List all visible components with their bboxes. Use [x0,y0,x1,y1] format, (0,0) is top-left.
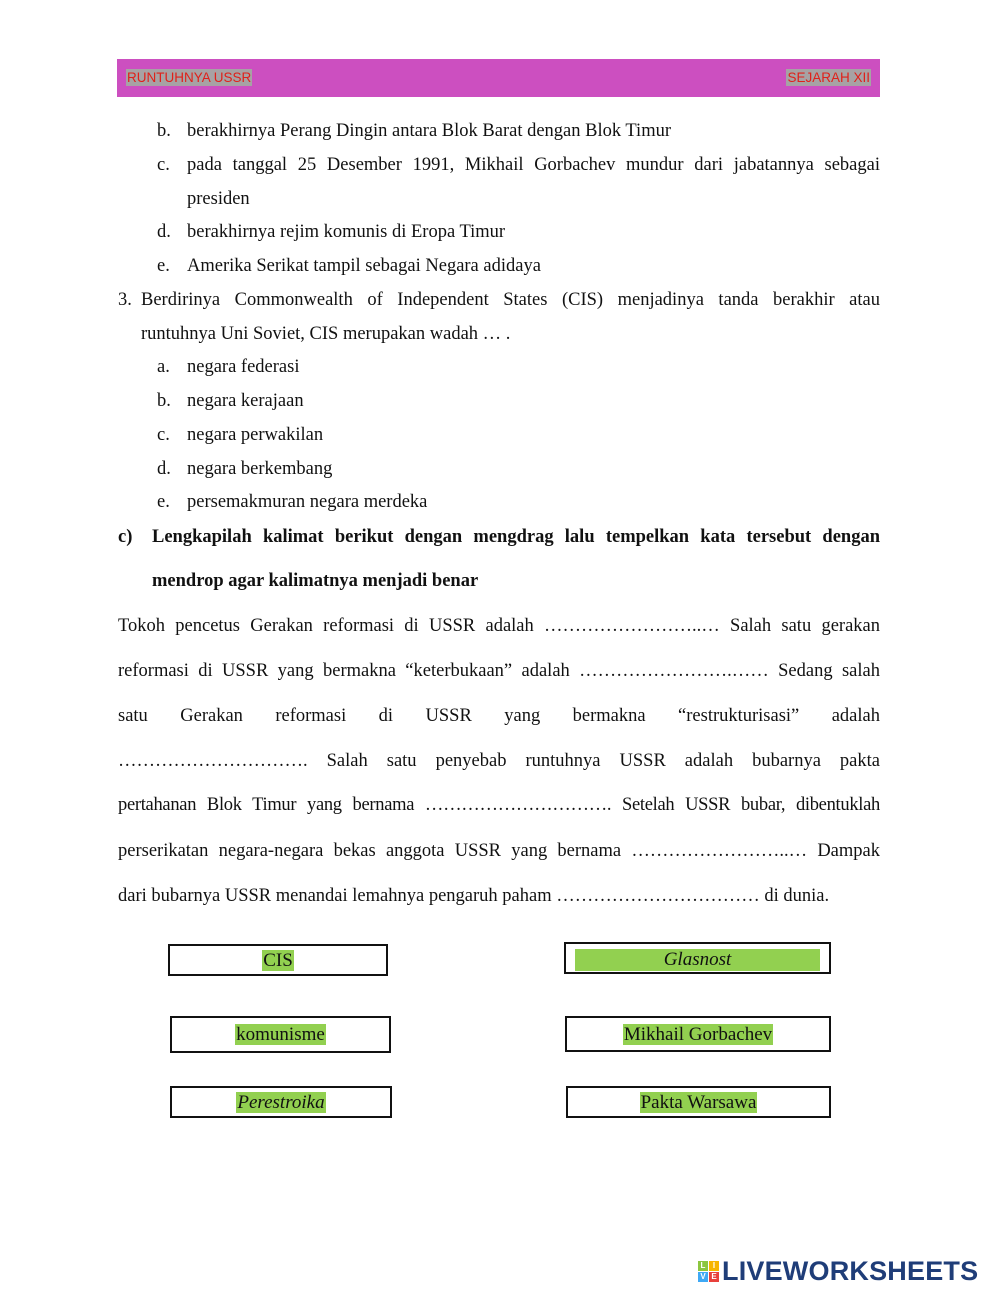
word-box-mikhail-gorbachev[interactable] [565,1016,831,1052]
option-text-cont: presiden [187,189,250,209]
section-instruction-cont: mendrop agar kalimatnya menjadi benar [152,571,479,591]
option-text: negara federasi [187,357,300,377]
logo-tile: I [709,1261,719,1271]
option-letter: b. [157,391,171,411]
fill-paragraph-line: dari bubarnya USSR menandai lemahnya pengaruh paham …………………………… di dunia. [118,886,830,906]
option-letter: c. [157,425,170,445]
option-text: negara kerajaan [187,391,304,411]
word-label: Glasnost [575,949,820,971]
logo-tiles-icon [698,1261,719,1282]
option-letter: a. [157,357,170,377]
question-number: 3. [118,290,132,310]
section-label: c) [118,527,133,547]
option-text: Amerika Serikat tampil sebagai Negara adidaya [187,256,541,276]
fill-paragraph-line: Tokoh pencetus Gerakan reformasi di USSR adalah ……………………..… Salah satu gerakan [118,616,880,636]
option-text: negara berkembang [187,459,333,479]
option-text: berakhirnya Perang Dingin antara Blok Barat dengan Blok Timur [187,121,671,141]
liveworksheets-logo [698,1256,978,1287]
option-letter: c. [157,155,170,175]
option-letter: e. [157,256,170,276]
logo-tile: E [709,1272,719,1282]
word-box-komunisme[interactable] [170,1016,391,1053]
question-text: Berdirinya Commonwealth of Independent States (CIS) menjadinya tanda berakhir atau [141,290,880,310]
option-letter: d. [157,459,171,479]
option-text: pada tanggal 25 Desember 1991, Mikhail Gorbachev mundur dari jabatannya sebagai [187,155,880,175]
word-box-cis[interactable] [168,944,388,976]
logo-tile: L [698,1261,708,1271]
fill-paragraph-line: perserikatan negara-negara bekas anggota USSR yang bernama ……………………..… Dampak [118,841,880,861]
word-label: Mikhail Gorbachev [623,1024,773,1045]
word-box-perestroika[interactable] [170,1086,392,1118]
word-label: komunisme [236,1024,325,1045]
option-text: persemakmuran negara merdeka [187,492,428,512]
logo-text: LIVEWORKSHEETS [722,1256,979,1286]
option-letter: e. [157,492,170,512]
word-box-pakta-warsawa[interactable] [566,1086,831,1118]
fill-paragraph-line: satu Gerakan reformasi di USSR yang bermakna “restrukturisasi” adalah [118,706,880,726]
option-text: negara perwakilan [187,425,324,445]
fill-paragraph-line: reformasi di USSR yang bermakna “keterbukaan” adalah …………………….…… Sedang salah [118,661,880,681]
section-instruction: Lengkapilah kalimat berikut dengan mengdrag lalu tempelkan kata tersebut dengan [152,527,880,547]
word-box-glasnost[interactable] [564,942,831,974]
fill-paragraph-line: …………………………. Salah satu penyebab runtuhnya USSR adalah bubarnya pakta [118,751,880,771]
word-label: CIS [263,950,293,971]
header-bar [117,59,880,97]
logo-tile: V [698,1272,708,1282]
header-subject: SEJARAH XII [787,70,870,85]
question-text-cont: runtuhnya Uni Soviet, CIS merupakan wadah … . [141,324,511,344]
word-label: Perestroika [237,1092,325,1113]
option-text: berakhirnya rejim komunis di Eropa Timur [187,222,506,242]
word-label: Pakta Warsawa [640,1092,757,1113]
fill-paragraph-line: pertahanan Blok Timur yang bernama …………………………. Setelah USSR bubar, dibentuklah [118,795,880,815]
option-letter: d. [157,222,171,242]
header-title: RUNTUHNYA USSR [127,70,252,85]
option-letter: b. [157,121,171,141]
